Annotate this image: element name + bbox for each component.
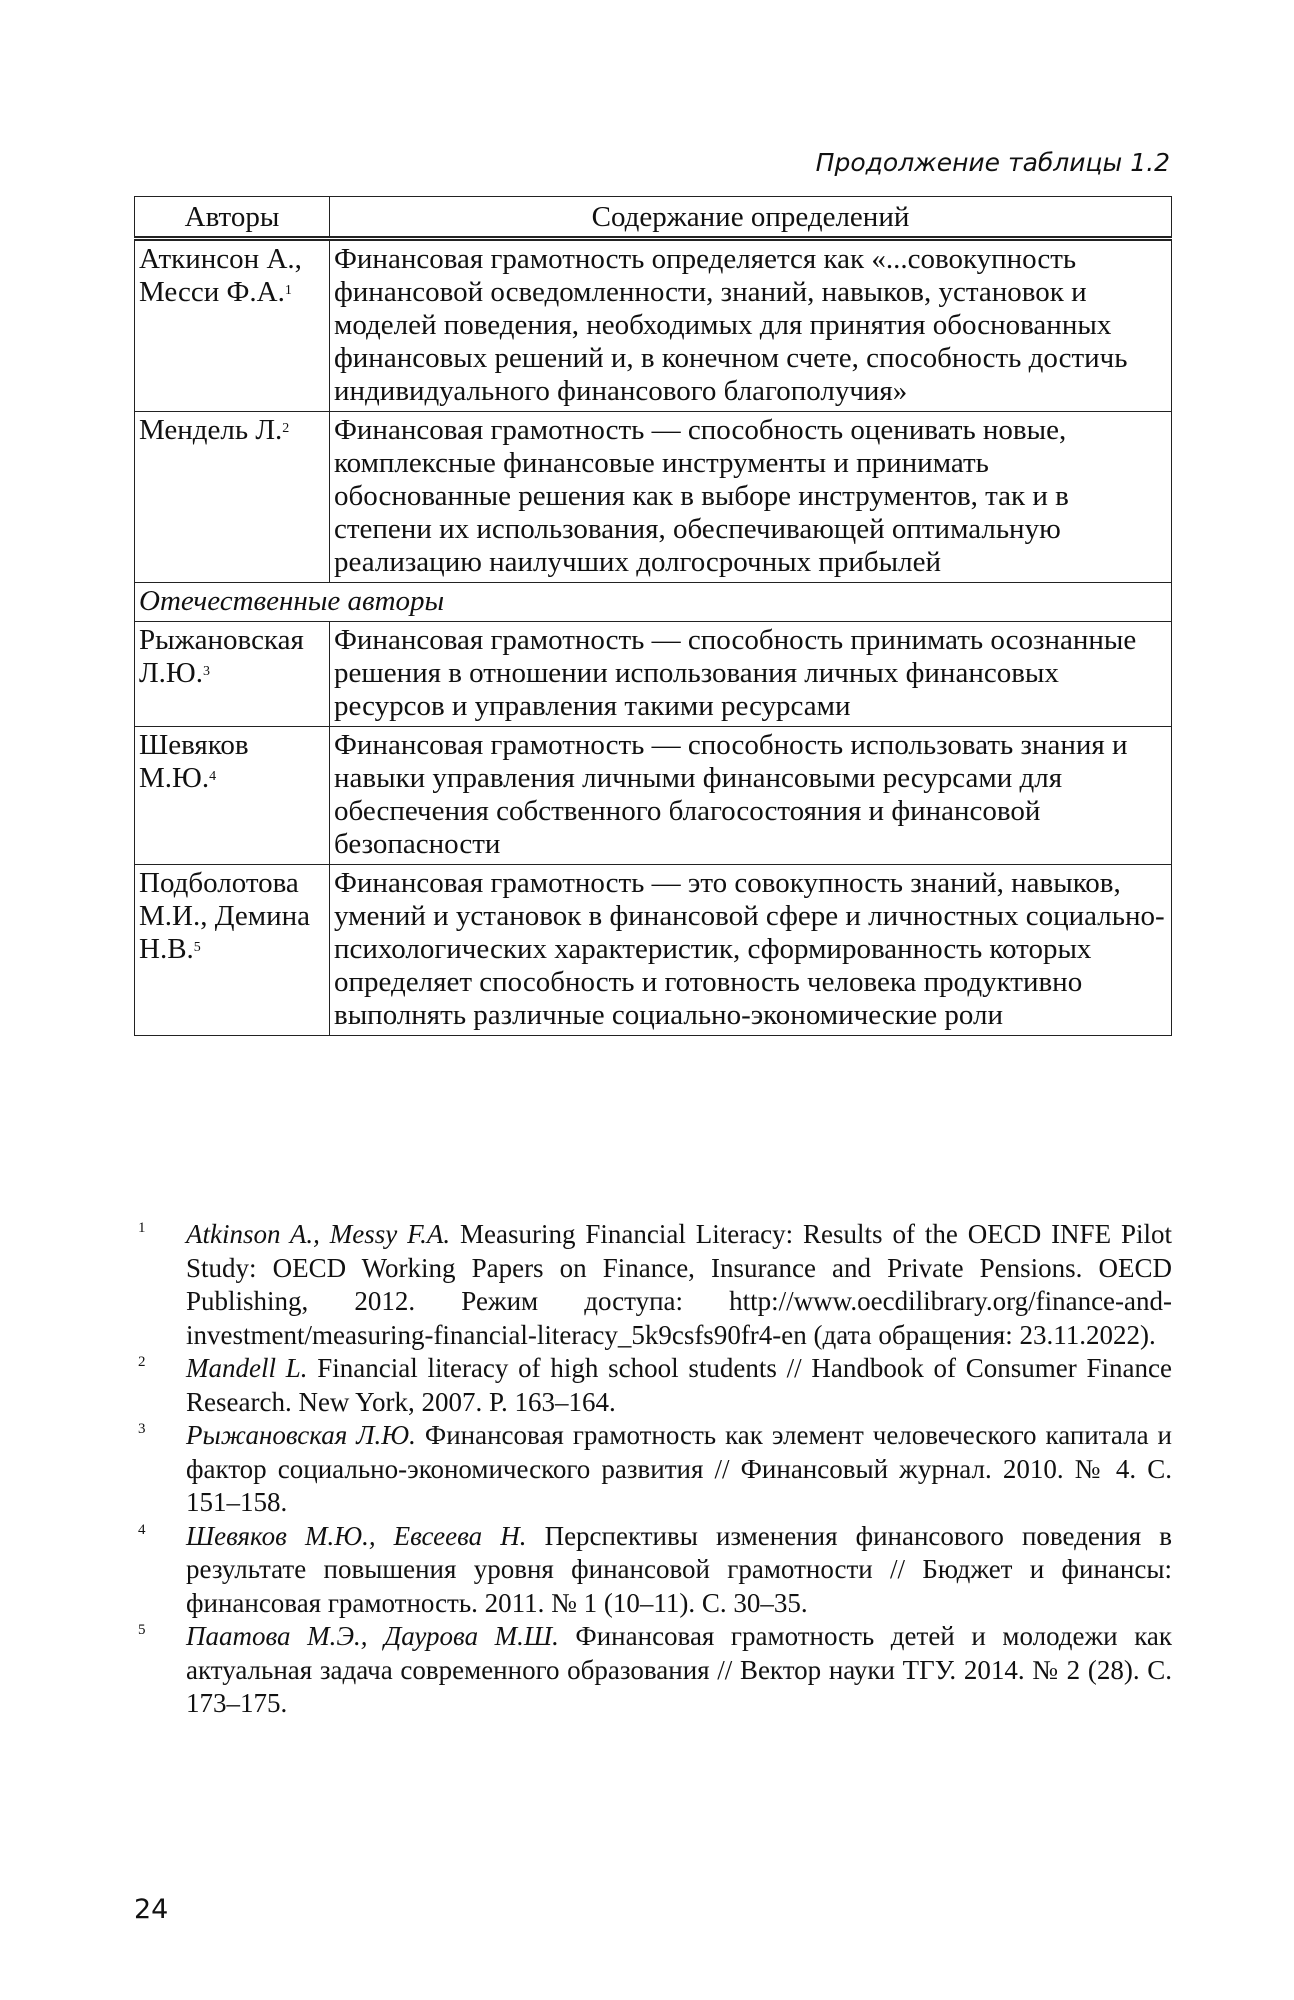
footnote-text: Финансовая грамотность детей и молодежи как актуальная задача современного образования // Вектор науки ТГУ. 2014. № 2 (28). С. 173–175. xyxy=(186,1621,1172,1718)
footnote-number: 3 xyxy=(138,1421,146,1437)
footnote xyxy=(134,1620,1172,1721)
table-row xyxy=(135,412,1172,583)
table-row xyxy=(135,239,1172,412)
table-row xyxy=(135,727,1172,865)
footnote-ref: 1 xyxy=(284,283,292,298)
definition-cell: Финансовая грамотность — способность оценивать новые, комплексные финансовые инструменты и принимать обоснованные решения как в выборе инструментов, так и в степени их использования, обеспечивающей оптимальную реализацию наилучших долгосрочных прибылей xyxy=(330,412,1172,583)
definition-cell: Финансовая грамотность определяется как «...совокупность финансовой осведомленности, знаний, навыков, установок и моделей поведения, необходимых для принятия обоснованных финансовых решений и, в конечном счете, способность достичь индивидуального финансового благополучия» xyxy=(330,239,1172,412)
footnote-text: Финансовая грамотность как элемент человеческого капитала и фактор социально-экономического развития // Финансовый журнал. 2010. № 4. С. 151–158. xyxy=(186,1420,1172,1517)
author-cell: Мендель Л.$^2$ xyxy=(135,412,330,583)
footnote xyxy=(134,1520,1172,1621)
table-row xyxy=(135,865,1172,1036)
footnote-authors: Atkinson A., Messy F.A. xyxy=(186,1219,451,1249)
footnote-text: Measuring Financial Literacy: Results of the OECD INFE Pilot Study: OECD Working Papers on Finance, Insurance and Private Pensions. OECD Publishing, 2012. Режим доступа: http://www.oecdilibrary.org/finance-and-investment/measuring-financial-literacy_5k9csfs90fr4-en (дата обращения: 23.11.2022). xyxy=(186,1219,1172,1350)
section-domestic-authors: Отечественные авторы xyxy=(135,583,1172,622)
author-cell: Рыжановская Л.Ю.$^3$ xyxy=(135,622,330,727)
header-authors: Авторы xyxy=(135,197,330,239)
definition-cell: Финансовая грамотность — способность принимать осознанные решения в отношении использования личных финансовых ресурсов и управления такими ресурсами xyxy=(330,622,1172,727)
footnote-number: 2 xyxy=(138,1354,146,1370)
header-content: Содержание определений xyxy=(330,197,1172,239)
table-header-row xyxy=(135,197,1172,239)
footnote xyxy=(134,1218,1172,1352)
footnote-authors: Паатова М.Э., Даурова М.Ш. xyxy=(186,1621,559,1651)
definitions-table xyxy=(134,196,1172,1036)
author-cell: Шевяков М.Ю.$^4$ xyxy=(135,727,330,865)
footnote-number: 1 xyxy=(138,1220,146,1236)
definition-cell: Финансовая грамотность — способность использовать знания и навыки управления личными финансовыми ресурсами для обеспечения собственного благосостояния и финансовой безопасности xyxy=(330,727,1172,865)
footnote-number: 4 xyxy=(138,1521,146,1538)
section-row xyxy=(135,583,1172,622)
footnote-ref: 3 xyxy=(202,664,210,679)
definition-cell: Финансовая грамотность — это совокупность знаний, навыков, умений и установок в финансовой сфере и личностных социально-психологических характеристик, сформированность которых определяет способность и готовность человека продуктивно выполнять различные социально-экономические роли xyxy=(330,865,1172,1036)
table-row xyxy=(135,622,1172,727)
footnote-number: 5 xyxy=(138,1622,146,1638)
footnote-text: Financial literacy of high school students // Handbook of Consumer Finance Research. New York, 2007. P. 163–164. xyxy=(186,1353,1172,1417)
author-cell: Подболотова М.И., Демина Н.В.$^5$ xyxy=(135,865,330,1036)
footnote-text: Перспективы изменения финансового поведения в результате повышения уровня финансовой грамотности // Бюджет и финансы: финансовая грамотность. 2011. № 1 (10–11). С. 30–35. xyxy=(186,1520,1172,1618)
footnote-authors: Рыжановская Л.Ю. xyxy=(186,1420,416,1450)
footnote-ref: 5 xyxy=(193,940,201,955)
footnote xyxy=(134,1419,1172,1520)
table-caption: Продолжение таблицы 1.2 xyxy=(815,148,1170,177)
footnote-ref: 4 xyxy=(209,769,217,784)
page-number: 24 xyxy=(134,1894,169,1925)
footnotes xyxy=(134,1218,1172,1721)
footnote-ref: 2 xyxy=(282,421,290,436)
footnote-authors: Mandell L. xyxy=(186,1353,308,1383)
footnote-authors: Шевяков М.Ю., Евсеева Н. xyxy=(186,1520,527,1551)
author-cell: Аткинсон А., Месси Ф.А.$^1$ xyxy=(135,239,330,412)
footnote xyxy=(134,1352,1172,1419)
